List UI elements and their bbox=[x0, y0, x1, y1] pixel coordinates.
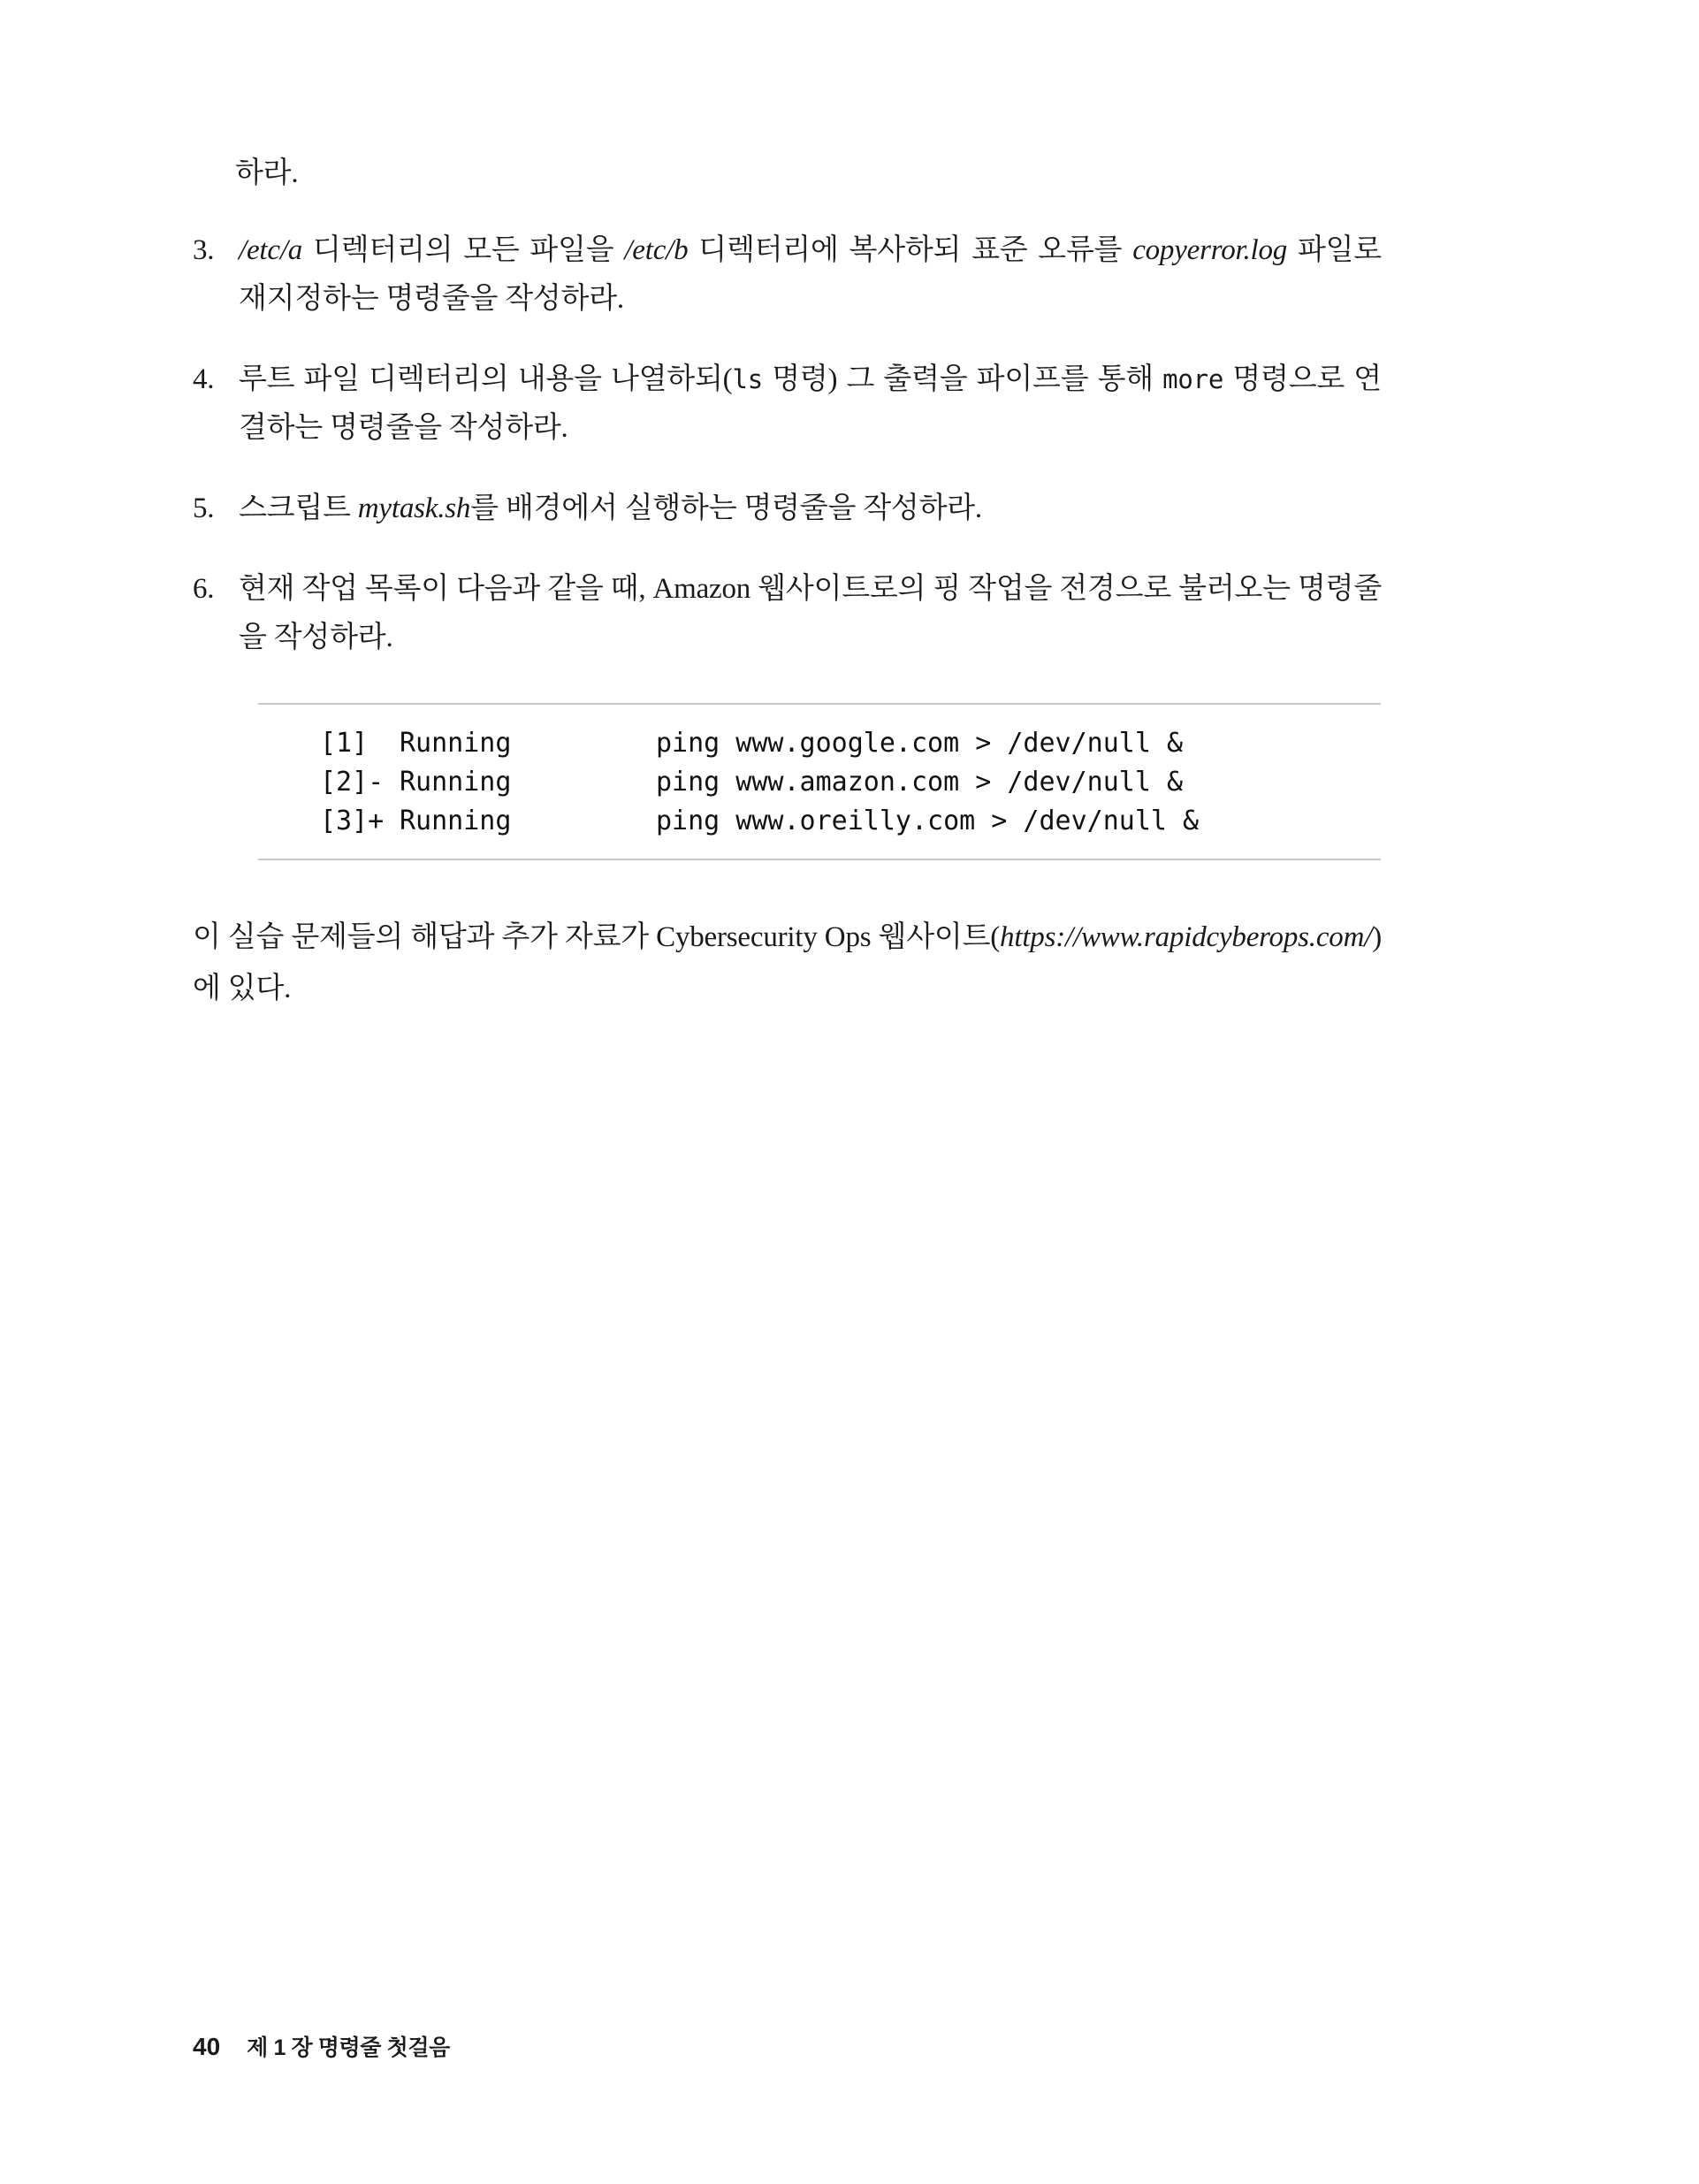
list-item-body bbox=[239, 485, 1382, 533]
page-footer bbox=[193, 2030, 450, 2062]
inline-command: more bbox=[1162, 364, 1224, 394]
list-item-number: 5. bbox=[193, 493, 215, 524]
list-item-body bbox=[239, 565, 1382, 662]
list-item-segment: 명령으로 연결하는 명령줄을 작성하라. bbox=[239, 363, 1382, 444]
chapter-label: 제 1 장 bbox=[247, 2035, 313, 2060]
closing-segment: )에 있다. bbox=[193, 921, 1382, 1004]
code-line bbox=[258, 724, 1381, 763]
list-item bbox=[193, 226, 1382, 324]
job-state: Running bbox=[400, 806, 512, 836]
list-item-number: 6. bbox=[193, 573, 215, 605]
code-line bbox=[258, 802, 1381, 841]
closing-segment: 이 실습 문제들의 해답과 추가 자료가 Cybersecurity Ops 웹사이트( bbox=[193, 921, 1001, 953]
job-state: Running bbox=[400, 767, 512, 798]
job-state: Running bbox=[400, 728, 512, 759]
list-item bbox=[193, 565, 1382, 662]
job-command: ping www.amazon.com > /dev/null & bbox=[656, 767, 1184, 798]
list-item-segment: 를 배경에서 실행하는 명령줄을 작성하라. bbox=[470, 493, 982, 524]
job-id: [1] bbox=[320, 728, 369, 759]
list-item bbox=[193, 355, 1382, 453]
list-item-segment: 디렉터리에 복사하되 표준 오류를 bbox=[688, 234, 1133, 266]
continuation-text: 하라. bbox=[235, 157, 299, 189]
code-block bbox=[258, 703, 1381, 860]
list-item-body bbox=[239, 355, 1382, 453]
code-line bbox=[258, 763, 1381, 802]
page-content bbox=[193, 150, 1382, 1014]
closing-paragraph bbox=[193, 912, 1382, 1014]
website-url[interactable]: https://www.rapidcyberops.com/ bbox=[1000, 921, 1373, 953]
job-command: ping www.oreilly.com > /dev/null & bbox=[656, 806, 1200, 836]
list-item-segment: 파일로 재지정하는 명령줄을 작성하라. bbox=[239, 234, 1382, 315]
list-item-segment: copyerror.log bbox=[1132, 234, 1288, 266]
list-item-segment: 디렉터리의 모든 파일을 bbox=[302, 234, 625, 266]
list-item-segment: 현재 작업 목록이 다음과 같을 때, Amazon 웹사이트로의 핑 작업을 전경으로 불러오는 명령줄을 작성하라. bbox=[239, 573, 1382, 653]
job-command: ping www.google.com > /dev/null & bbox=[656, 728, 1184, 759]
list-item-body bbox=[239, 226, 1382, 324]
list-item-number: 3. bbox=[193, 234, 215, 266]
job-id: [2]- bbox=[320, 767, 385, 798]
list-item-number: 4. bbox=[193, 363, 215, 395]
inline-command: ls bbox=[732, 364, 763, 394]
list-item bbox=[193, 485, 1382, 533]
page-number: 40 bbox=[193, 2033, 221, 2060]
list-item-segment: 루트 파일 디렉터리의 내용을 나열하되( bbox=[239, 363, 733, 395]
list-item-segment: mytask.sh bbox=[357, 493, 471, 524]
list-item-segment: 스크립트 bbox=[239, 493, 358, 524]
chapter-title: 명령줄 첫걸음 bbox=[312, 2035, 450, 2060]
list-item-segment: /etc/b bbox=[624, 234, 689, 266]
job-id: [3]+ bbox=[320, 806, 385, 836]
list-item-segment: 명령) 그 출력을 파이프를 통해 bbox=[762, 363, 1163, 395]
list-item-segment: /etc/a bbox=[239, 234, 303, 266]
